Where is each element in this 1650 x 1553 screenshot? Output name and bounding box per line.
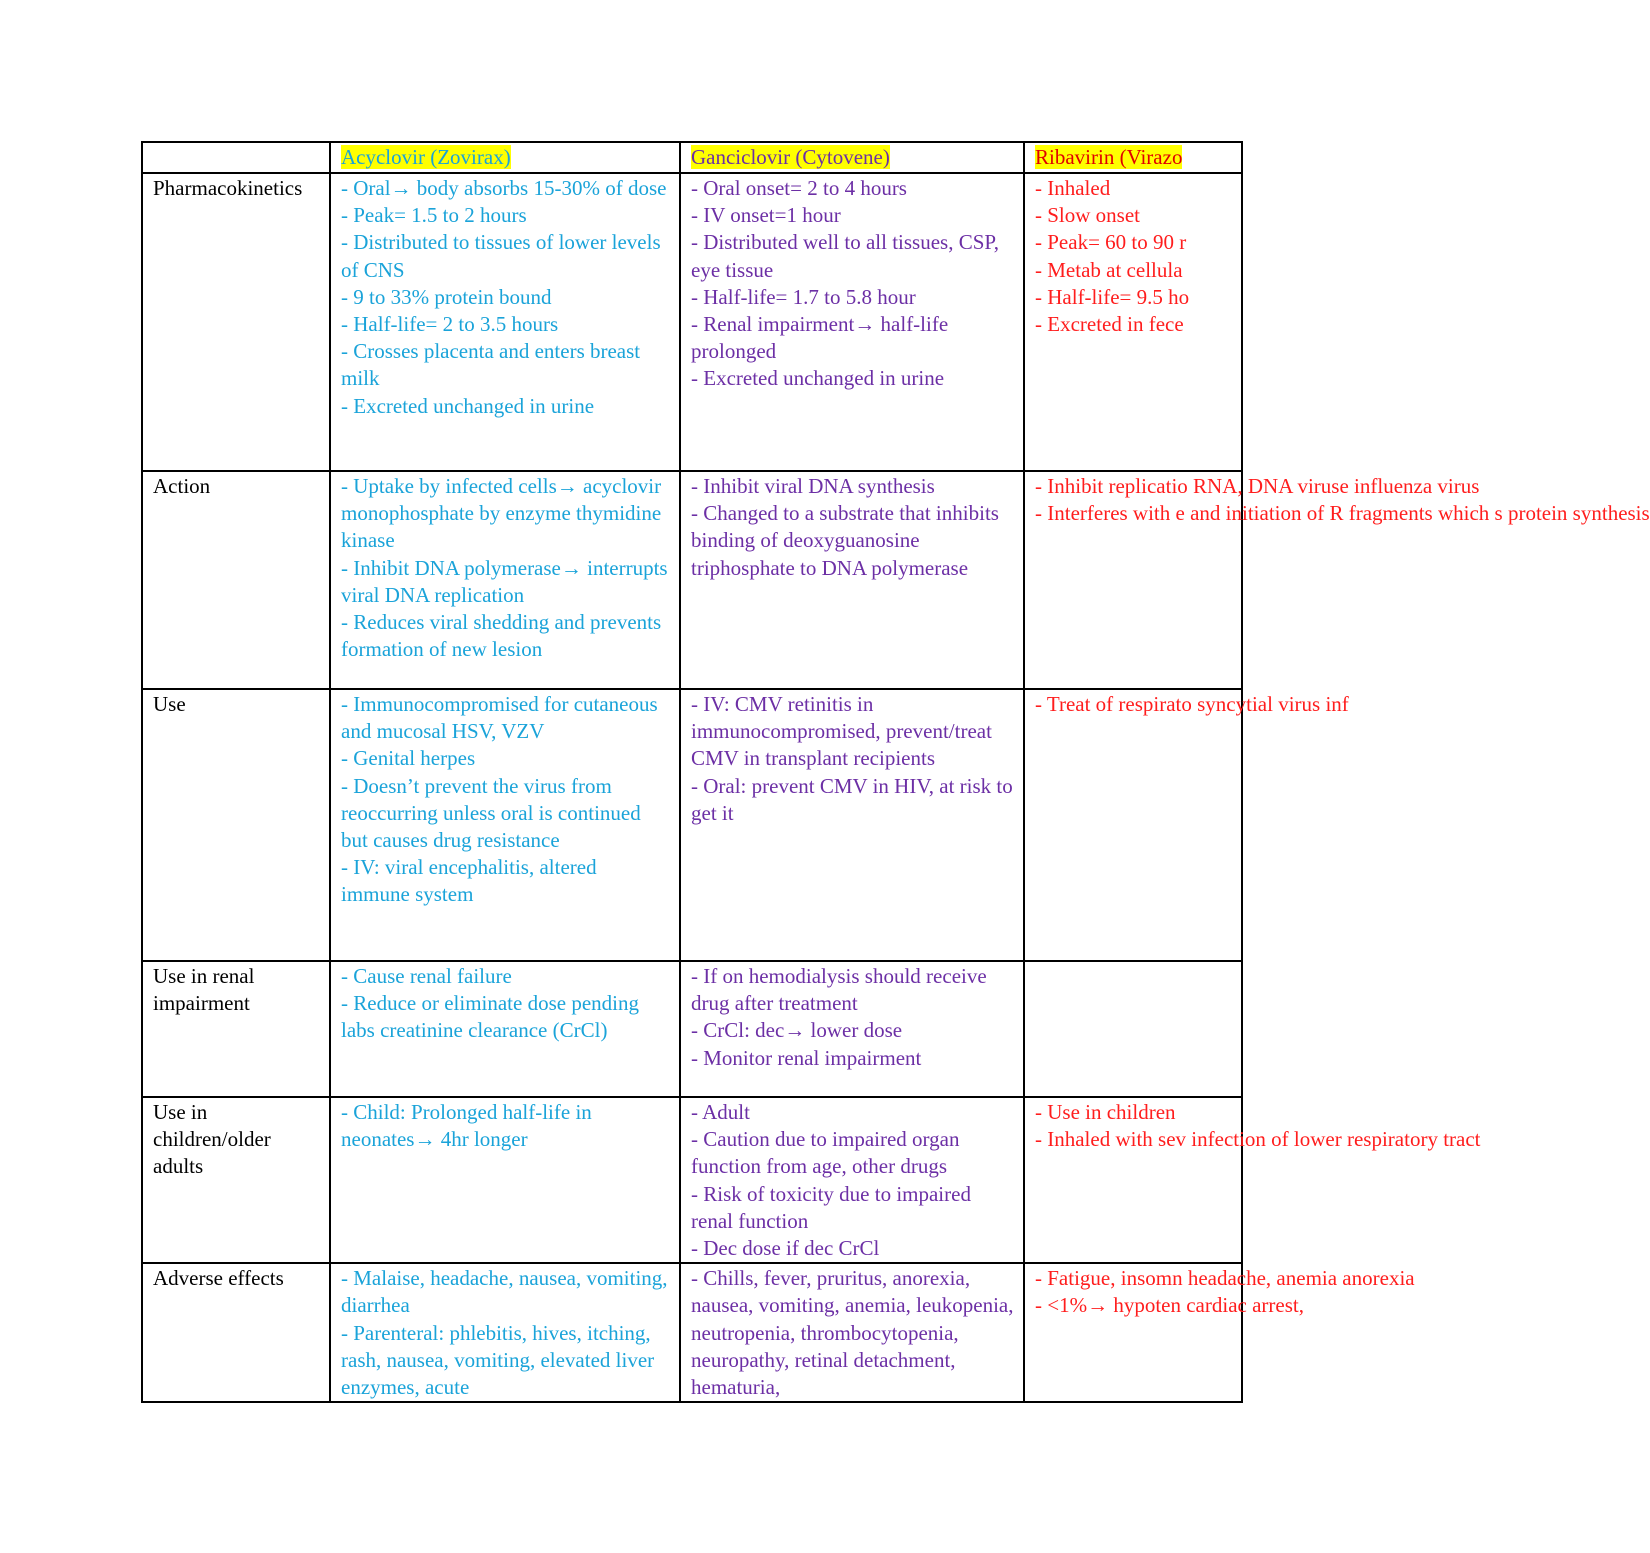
ribavirin-cell bbox=[1024, 1263, 1415, 1402]
ribavirin-cell bbox=[1024, 173, 1242, 471]
ganciclovir-cell bbox=[680, 961, 1024, 1097]
ribavirin-line: - Use in children bbox=[1035, 1100, 1176, 1124]
ribavirin-cell bbox=[1024, 689, 1349, 961]
table-row-adverse-effects bbox=[142, 1263, 1242, 1402]
acyclovir-line: - Cause renal failure bbox=[341, 964, 512, 988]
acyclovir-line: - 9 to 33% protein bound bbox=[341, 284, 552, 309]
acyclovir-line: - Inhibit DNA polymerase→ interrupts viral DNA replication bbox=[341, 555, 668, 607]
header-corner-cell bbox=[142, 142, 330, 173]
ribavirin-line: - Metab at cellula bbox=[1035, 257, 1183, 282]
ribavirin-line: - Inhaled with sev infection of lower respiratory tract bbox=[1035, 1127, 1481, 1152]
header-acyclovir: Acyclovir (Zovirax) bbox=[341, 145, 511, 169]
ganciclovir-line: - CrCl: dec→ lower dose bbox=[691, 1018, 903, 1043]
ribavirin-cell bbox=[1024, 961, 1242, 1097]
row-label: Adverse effects bbox=[142, 1263, 330, 1402]
acyclovir-line: - Reduces viral shedding and prevents formation of new lesion bbox=[341, 610, 662, 662]
ganciclovir-line: - Dec dose if dec CrCl bbox=[691, 1236, 880, 1261]
acyclovir-line: - Child: Prolonged half-life in neonates→ 4hr longer bbox=[341, 1100, 592, 1152]
ribavirin-line: - Interferes with e and initiation of R fragments which s protein synthesis bbox=[1035, 501, 1650, 526]
acyclovir-line: - Immunocompromised for cutaneous and mucosal HSV, VZV bbox=[341, 692, 658, 744]
acyclovir-line: - Oral→ body absorbs 15-30% of dose bbox=[341, 176, 667, 200]
acyclovir-line: - Malaise, headache, nausea, vomiting, diarrhea bbox=[341, 1266, 668, 1318]
table-row-use-in-children-older-adults bbox=[142, 1097, 1242, 1263]
ganciclovir-line: - IV onset=1 hour bbox=[691, 203, 841, 228]
ganciclovir-line: - IV: CMV retinitis in immunocompromised, prevent/treat CMV in transplant recipients bbox=[691, 692, 992, 771]
ribavirin-line: - Inhibit replicatio RNA, DNA viruse influenza virus bbox=[1035, 474, 1480, 498]
header-acyclovir-cell bbox=[330, 142, 680, 173]
ganciclovir-line: - Oral onset= 2 to 4 hours bbox=[691, 176, 907, 200]
ganciclovir-line: - Inhibit viral DNA synthesis bbox=[691, 474, 935, 498]
ganciclovir-cell bbox=[680, 1097, 1024, 1263]
acyclovir-cell bbox=[330, 471, 680, 689]
acyclovir-cell bbox=[330, 1263, 680, 1402]
acyclovir-cell bbox=[330, 961, 680, 1097]
ganciclovir-cell bbox=[680, 471, 1024, 689]
row-label: Pharmacokinetics bbox=[142, 173, 330, 471]
ribavirin-line: - Fatigue, insomn headache, anemia anorexia bbox=[1035, 1266, 1415, 1291]
ribavirin-cell bbox=[1024, 471, 1650, 689]
header-row bbox=[142, 142, 1242, 173]
header-ribavirin: Ribavirin (Virazo bbox=[1035, 145, 1183, 169]
ribavirin-line: - Half-life= 9.5 ho bbox=[1035, 284, 1190, 309]
row-label: Action bbox=[142, 471, 330, 689]
acyclovir-line: - Half-life= 2 to 3.5 hours bbox=[341, 312, 559, 337]
ganciclovir-cell bbox=[680, 173, 1024, 471]
acyclovir-line: - Excreted unchanged in urine bbox=[341, 393, 595, 418]
table-row-pharmacokinetics bbox=[142, 173, 1242, 471]
header-ganciclovir-cell bbox=[680, 142, 1024, 173]
ribavirin-line: - Slow onset bbox=[1035, 203, 1140, 228]
acyclovir-cell bbox=[330, 1097, 680, 1263]
ribavirin-line: - Excreted in fece bbox=[1035, 312, 1184, 337]
acyclovir-line: - Crosses placenta and enters breast milk bbox=[341, 339, 641, 391]
acyclovir-cell bbox=[330, 173, 680, 471]
table-row-use bbox=[142, 689, 1242, 961]
ganciclovir-line: - If on hemodialysis should receive drug after treatment bbox=[691, 964, 987, 1016]
ganciclovir-line: - Adult bbox=[691, 1100, 750, 1124]
ribavirin-line: - Peak= 60 to 90 r bbox=[1035, 230, 1187, 255]
ganciclovir-cell bbox=[680, 689, 1024, 961]
acyclovir-line: - Distributed to tissues of lower levels of CNS bbox=[341, 230, 661, 282]
acyclovir-line: - Genital herpes bbox=[341, 746, 476, 771]
ribavirin-line: - Inhaled bbox=[1035, 176, 1111, 200]
acyclovir-line: - Uptake by infected cells→ acyclovir monophosphate by enzyme thymidine kinase bbox=[341, 474, 662, 553]
ribavirin-line: - Treat of respirato syncytial virus inf bbox=[1035, 692, 1349, 716]
row-label: Use in renal impairment bbox=[142, 961, 330, 1097]
header-ribavirin-cell bbox=[1024, 142, 1242, 173]
ganciclovir-line: - Distributed well to all tissues, CSP, eye tissue bbox=[691, 230, 1000, 282]
acyclovir-line: - IV: viral encephalitis, altered immune system bbox=[341, 855, 597, 907]
drug-comparison-table bbox=[141, 141, 1650, 1403]
ganciclovir-line: - Half-life= 1.7 to 5.8 hour bbox=[691, 284, 916, 309]
ganciclovir-line: - Risk of toxicity due to impaired renal function bbox=[691, 1181, 971, 1233]
table-row-action bbox=[142, 471, 1242, 689]
ganciclovir-line: - Monitor renal impairment bbox=[691, 1045, 922, 1070]
acyclovir-line: - Peak= 1.5 to 2 hours bbox=[341, 203, 527, 228]
acyclovir-line: - Doesn’t prevent the virus from reoccurring unless oral is continued but causes drug resistance bbox=[341, 773, 641, 853]
ganciclovir-line: - Chills, fever, pruritus, anorexia, nausea, vomiting, anemia, leukopenia, neutropenia, thrombocytopenia, neuropathy, retinal detachment, hematuria, bbox=[691, 1266, 1014, 1400]
acyclovir-line: - Parenteral: phlebitis, hives, itching, rash, nausea, vomiting, elevated liver enzymes, acute bbox=[341, 1320, 655, 1400]
ganciclovir-line: - Oral: prevent CMV in HIV, at risk to get it bbox=[691, 773, 1013, 825]
acyclovir-cell bbox=[330, 689, 680, 961]
ganciclovir-line: - Caution due to impaired organ function from age, other drugs bbox=[691, 1127, 960, 1179]
acyclovir-line: - Reduce or eliminate dose pending labs creatinine clearance (CrCl) bbox=[341, 991, 639, 1043]
row-label: Use in children/older adults bbox=[142, 1097, 330, 1263]
row-label: Use bbox=[142, 689, 330, 961]
ribavirin-cell bbox=[1024, 1097, 1481, 1263]
ganciclovir-line: - Changed to a substrate that inhibits binding of deoxyguanosine triphosphate to DNA polymerase bbox=[691, 501, 999, 580]
ganciclovir-line: - Renal impairment→ half-life prolonged bbox=[691, 312, 949, 364]
ganciclovir-line: - Excreted unchanged in urine bbox=[691, 366, 945, 391]
ganciclovir-cell bbox=[680, 1263, 1024, 1402]
header-ganciclovir: Ganciclovir (Cytovene) bbox=[691, 145, 890, 169]
ribavirin-line: - <1%→ hypoten cardiac arrest, bbox=[1035, 1293, 1304, 1318]
table-row-use-in-renal-impairment bbox=[142, 961, 1242, 1097]
